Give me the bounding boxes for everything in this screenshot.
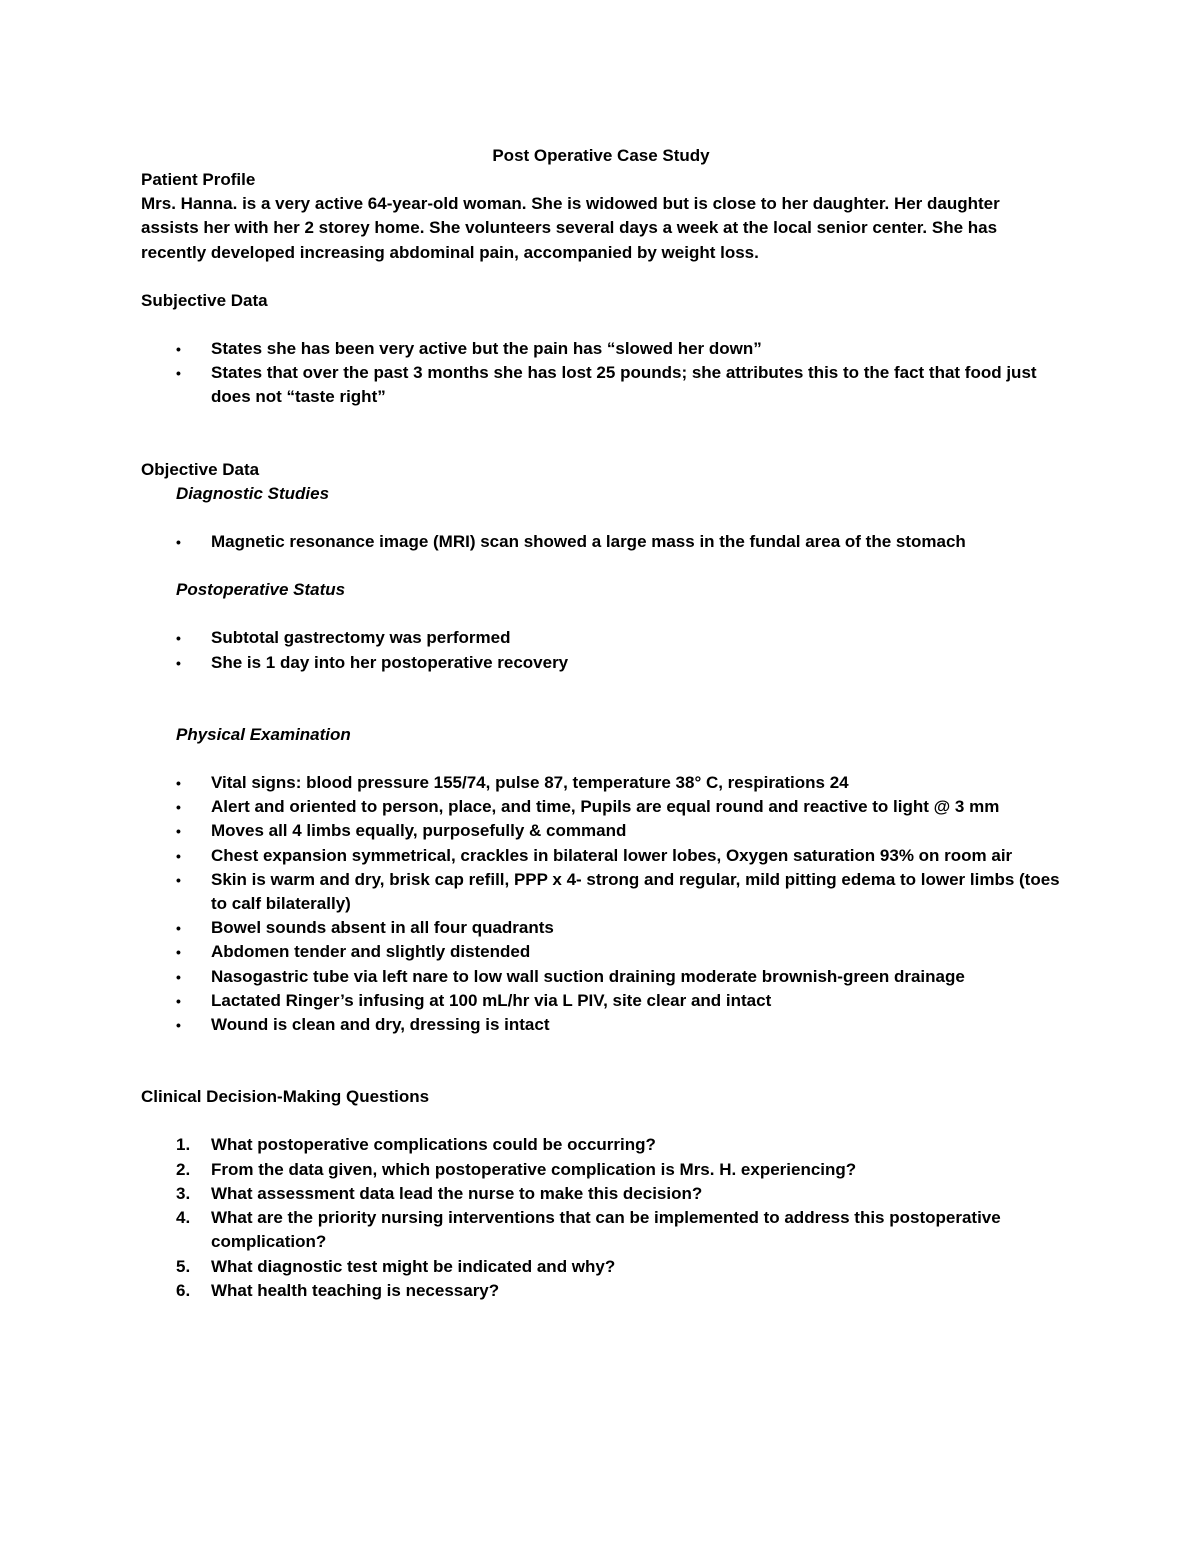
list-item-text: Alert and oriented to person, place, and time, Pupils are equal round and reactive to light @ 3 mm (211, 797, 1000, 817)
list-item (141, 626, 1061, 650)
bullet-icon: • (176, 920, 181, 937)
diagnostic-studies-heading: Diagnostic Studies (176, 483, 330, 503)
list-number: 2. (176, 1159, 191, 1179)
list-item-text: Chest expansion symmetrical, crackles in bilateral lower lobes, Oxygen saturation 93% on room air (211, 845, 1013, 865)
document-title: Post Operative Case Study (492, 146, 710, 165)
patient-profile-text: Mrs. Hanna. is a very active 64-year-old woman. She is widowed but is close to her daughter. Her daughter assists her with her 2 storey home. She volunteers several days a week at the local senior center. She has recently developed increasing abdominal pain, accompanied by weight loss. (141, 194, 1000, 262)
bullet-icon: • (176, 654, 181, 671)
list-item (141, 361, 1061, 409)
postoperative-status-list (141, 626, 1061, 674)
list-item (141, 1158, 1061, 1182)
bullet-icon: • (176, 823, 181, 840)
list-item-text: Bowel sounds absent in all four quadrants (211, 918, 554, 938)
list-number: 1. (176, 1135, 191, 1155)
bullet-icon: • (176, 775, 181, 792)
list-item (141, 530, 1061, 554)
list-item-text: Wound is clean and dry, dressing is intact (211, 1015, 550, 1035)
list-item (141, 844, 1061, 868)
spacer (141, 506, 1061, 530)
bullet-icon: • (176, 341, 181, 358)
bullet-icon: • (176, 1017, 181, 1034)
bullet-icon: • (176, 799, 181, 816)
list-item-text: What assessment data lead the nurse to make this decision? (211, 1183, 703, 1203)
list-item-text: Vital signs: blood pressure 155/74, pulse 87, temperature 38° C, respirations 24 (211, 773, 849, 793)
questions-list (141, 1133, 1061, 1302)
spacer (141, 265, 1061, 289)
bullet-icon: • (176, 534, 181, 551)
list-item (141, 916, 1061, 940)
physical-examination-heading: Physical Examination (176, 724, 351, 744)
list-item-text: What are the priority nursing interventions that can be implemented to address this postoperative complication? (211, 1208, 1001, 1252)
questions-heading: Clinical Decision-Making Questions (141, 1087, 430, 1107)
list-item-text: Lactated Ringer’s infusing at 100 mL/hr via L PIV, site clear and intact (211, 990, 772, 1010)
list-item-text: What health teaching is necessary? (211, 1280, 500, 1300)
list-item (141, 819, 1061, 843)
list-item (141, 1133, 1061, 1157)
list-item-text: She is 1 day into her postoperative recovery (211, 652, 569, 672)
bullet-icon: • (176, 992, 181, 1009)
list-item-text: States she has been very active but the pain has “slowed her down” (211, 339, 762, 359)
bullet-icon: • (176, 871, 181, 888)
list-number: 6. (176, 1280, 191, 1300)
list-item-text: What postoperative complications could be occurring? (211, 1135, 656, 1155)
subjective-data-heading: Subjective Data (141, 290, 268, 310)
spacer (141, 554, 1061, 578)
list-item-text: Moves all 4 limbs equally, purposefully & command (211, 821, 627, 841)
list-item (141, 1182, 1061, 1206)
list-item (141, 337, 1061, 361)
spacer (141, 1109, 1061, 1133)
spacer (141, 747, 1061, 771)
list-item (141, 795, 1061, 819)
list-item (141, 1255, 1061, 1279)
list-item (141, 1206, 1061, 1254)
bullet-icon: • (176, 365, 181, 382)
physical-examination-list (141, 771, 1061, 1037)
bullet-icon: • (176, 944, 181, 961)
list-item-text: Subtotal gastrectomy was performed (211, 628, 511, 648)
list-item (141, 1279, 1061, 1303)
list-item (141, 1013, 1061, 1037)
spacer (141, 602, 1061, 626)
list-item-text: Skin is warm and dry, brisk cap refill, PPP x 4- strong and regular, mild pitting edema to lower limbs (toes to calf bilaterally) (211, 869, 1060, 914)
spacer (141, 675, 1061, 723)
list-item-text: States that over the past 3 months she has lost 25 pounds; she attributes this to the fact that food just does not “taste right” (211, 363, 1037, 407)
bullet-icon: • (176, 968, 181, 985)
list-item-text: What diagnostic test might be indicated and why? (211, 1256, 616, 1276)
list-item (141, 940, 1061, 964)
list-item (141, 989, 1061, 1013)
list-number: 4. (176, 1208, 191, 1228)
spacer (141, 313, 1061, 337)
list-item-text: Nasogastric tube via left nare to low wall suction draining moderate brownish-green drainage (211, 966, 965, 986)
patient-profile-heading: Patient Profile (141, 170, 256, 189)
list-item-text: From the data given, which postoperative complication is Mrs. H. experiencing? (211, 1159, 857, 1179)
list-item (141, 868, 1061, 916)
bullet-icon: • (176, 630, 181, 647)
list-number: 5. (176, 1256, 191, 1276)
diagnostic-studies-list (141, 530, 1061, 554)
list-item (141, 651, 1061, 675)
objective-data-heading: Objective Data (141, 459, 260, 479)
list-item (141, 965, 1061, 989)
list-number: 3. (176, 1183, 191, 1203)
spacer (141, 410, 1061, 458)
list-item-text: Abdomen tender and slightly distended (211, 942, 531, 962)
spacer (141, 1037, 1061, 1085)
postoperative-status-heading: Postoperative Status (176, 580, 346, 600)
list-item-text: Magnetic resonance image (MRI) scan showed a large mass in the fundal area of the stomach (211, 532, 966, 552)
bullet-icon: • (176, 847, 181, 864)
list-item (141, 771, 1061, 795)
document-body (141, 144, 1061, 1303)
subjective-data-list (141, 337, 1061, 410)
